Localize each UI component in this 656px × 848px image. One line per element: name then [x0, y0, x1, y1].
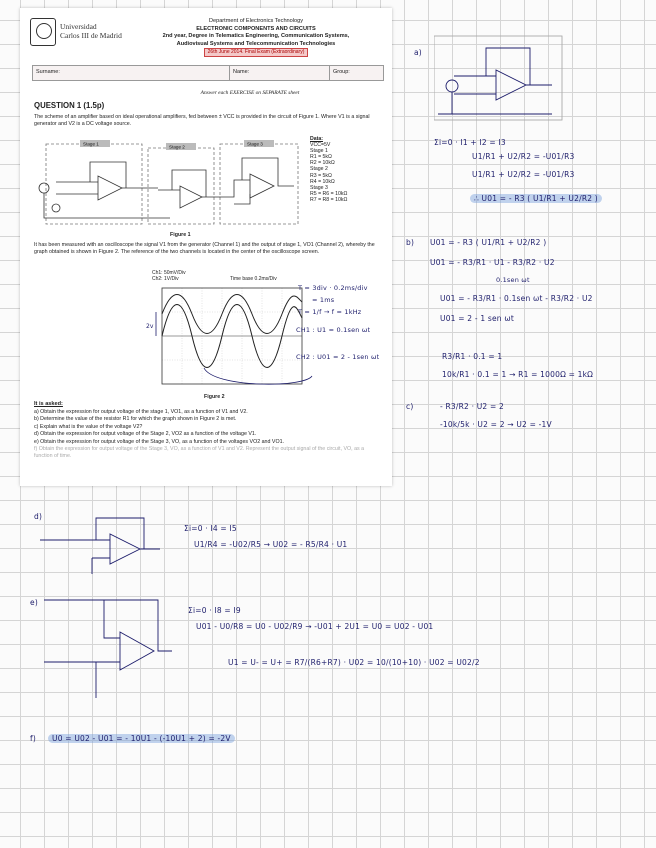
- b-line4: U01 = - R3/R1 · 0.1sen ωt - R3/R2 · U2: [440, 294, 593, 303]
- stage1-label: Stage 1: [83, 141, 99, 147]
- asked-title: It is asked:: [34, 401, 63, 407]
- b-line6: R3/R1 · 0.1 = 1: [442, 352, 503, 361]
- student-form-row: [32, 65, 384, 81]
- exam-date: 26th June 2014. Final Exam (Extraordinary): [204, 48, 309, 57]
- b-line5: U01 = 2 - 1 sen ωt: [440, 314, 514, 323]
- part-c-label: c): [406, 402, 414, 411]
- answer-note: Answer each EXERCISE on SEPARATE sheet: [200, 90, 300, 96]
- note-period-value: = 1ms: [312, 296, 335, 304]
- b-line1: U01 = - R3 ( U1/R1 + U2/R2 ): [430, 238, 547, 247]
- asked-item: e) Obtain the expression for output voltage of the Stage 3, VO, as a function of the voltages VO2 and VO1.: [34, 438, 284, 445]
- scope-channel-labels: Ch1: 50mV/Div Ch2: 1V/Div: [152, 270, 186, 282]
- part-a-circuit-sketch: [434, 30, 564, 122]
- scope-2v-note: 2v: [146, 323, 154, 330]
- asked-item: b) Determine the value of the resistor R1 for which the graph shown in Figure 2 is met.: [34, 416, 237, 423]
- asked-item-faded: f) Obtain the expression for output voltage of the Stage 3, VO, as a function of V1 and V2. Represent the output signal of the circuit, VO, as a function of time.: [34, 446, 365, 460]
- name-label: Name:: [233, 69, 250, 75]
- d-line2: U1/R4 = -U02/R5 → U02 = - R5/R4 · U1: [194, 540, 348, 549]
- e-line3: U1 = U- = U+ = R7/(R6+R7) · U02 = 10/(10+10) · U02 = U02/2: [228, 658, 480, 667]
- a-line3: U1/R1 + U2/R2 = -U01/R3: [472, 170, 575, 179]
- f-result: U0 = U02 - U01 = - 10U1 - (-10U1 + 2) = -2V: [48, 734, 235, 743]
- surname-label: Surname:: [36, 69, 60, 75]
- stage3-label: Stage 3: [247, 141, 263, 147]
- part-e-circuit-sketch: [40, 586, 176, 706]
- university-name: Universidad Carlos III de Madrid: [60, 22, 122, 40]
- note-ch2: CH2 : U01 = 2 - 1sen ωt: [296, 353, 380, 361]
- c-line2: -10k/5k · U2 = 2 → U2 = -1V: [440, 420, 552, 429]
- note-frequency: T = 1/f → f = 1kHz: [298, 308, 362, 316]
- stage2-label: Stage 2: [169, 144, 185, 150]
- note-ch1: CH1 : U1 = 0.1sen ωt: [296, 326, 371, 334]
- university-logo-icon: [30, 18, 56, 46]
- exam-header: Department of Electronics Technology ELECTRONIC COMPONENTS AND CIRCUITS 2nd year, Degree in Telematics Engineering, Communication Systems, Audiovisual Systems and Telecommunication Technologies 26th June 2014. Final Exam (Extraordinary): [162, 18, 350, 56]
- b-line7: 10k/R1 · 0.1 = 1 → R1 = 1000Ω = 1kΩ: [442, 370, 594, 379]
- e-line1: Σi=0 · I8 = I9: [188, 606, 241, 615]
- part-e-label: e): [30, 598, 38, 607]
- note-period: T = 3div · 0.2ms/div: [298, 284, 368, 292]
- asked-item: d) Obtain the expression for output voltage of the Stage 2, VO2 as a function of the voltage V1.: [34, 431, 257, 438]
- data-block: Data: VCC=5V Stage 1 R1 = 5kΩ R2 = 10kΩ Stage 2 R3 = 5kΩ R4 = 10kΩ Stage 3 R5 = R6 = 10kΩ R7 = R8 = 10kΩ: [310, 136, 348, 203]
- c-line1: - R3/R2 · U2 = 2: [440, 402, 505, 411]
- part-a-label: a): [414, 48, 422, 57]
- part-d-label: d): [34, 512, 43, 521]
- question-title: QUESTION 1 (1.5p): [34, 101, 105, 110]
- figure1-caption: Figure 1: [170, 232, 191, 238]
- d-line1: Σi=0 · I4 = I5: [184, 524, 237, 533]
- asked-item: c) Explain what is the value of the voltage V2?: [34, 423, 143, 430]
- intro-text: The scheme of an amplifier based on ideal operational amplifiers, fed between ± VCC is provided in the circuit of Figure 1. Where V1 is a signal generator and V2 is a DC voltage source.: [34, 114, 370, 127]
- part-f-label: f): [30, 734, 36, 743]
- measure-text: It has been measured with an oscilloscope the signal V1 from the generator (Channel 1) and the output of stage 1, VO1 (Channel 2), whereby the graph obtained is shown in Figure 2. The reference of the two channels is located in the center of the oscilloscope screen.: [34, 242, 375, 255]
- asked-list: [34, 409, 384, 461]
- b-line2: U01 = - R3/R1 · U1 - R3/R2 · U2: [430, 258, 555, 267]
- b-line3: 0.1sen ωt: [496, 276, 530, 284]
- a-line2: U1/R1 + U2/R2 = -U01/R3: [472, 152, 575, 161]
- figure2-caption: Figure 2: [204, 394, 225, 400]
- oscilloscope-graph: [144, 276, 314, 392]
- figure1-circuit: [30, 138, 302, 230]
- group-label: Group:: [333, 69, 350, 75]
- part-b-label: b): [406, 238, 415, 247]
- asked-item: a) Obtain the expression for output voltage of the stage 1, VO1, as a function of V1 and V2.: [34, 409, 248, 415]
- a-result: ∴ U01 = - R3 ( U1/R1 + U2/R2 ): [470, 194, 602, 203]
- exam-sheet: [20, 8, 392, 486]
- a-line1: Σi=0 · I1 + I2 = I3: [434, 138, 506, 147]
- e-line2: U01 - U0/R8 = U0 - U02/R9 → -U01 + 2U1 = U0 = U02 - U01: [196, 622, 434, 631]
- scope-timebase: Time base 0.2ms/Div: [230, 276, 277, 282]
- part-d-circuit-sketch: [36, 504, 166, 580]
